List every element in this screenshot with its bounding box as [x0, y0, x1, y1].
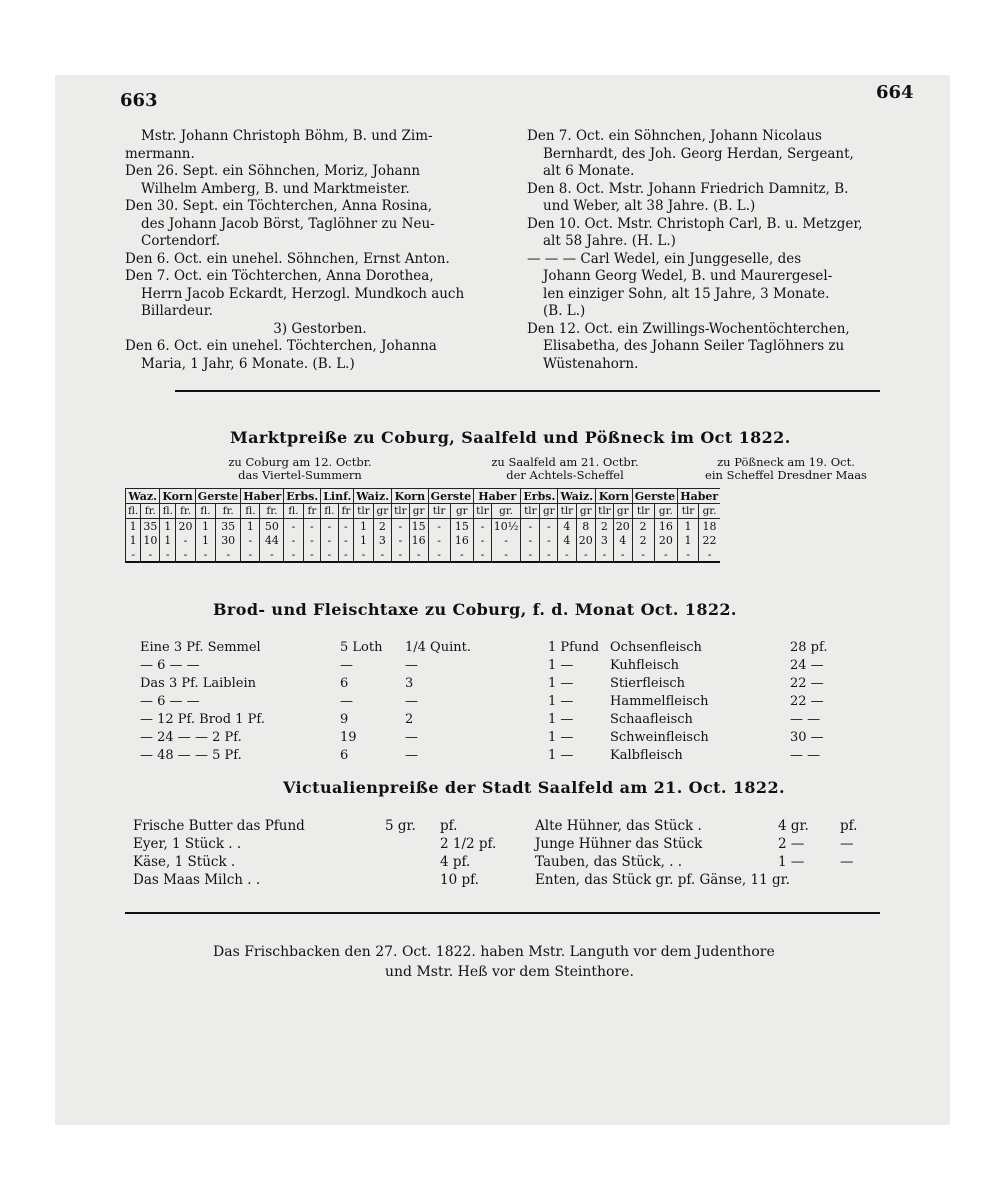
column-header: Korn [160, 489, 195, 504]
bread-cell: Das 3 Pf. Laiblein [140, 676, 256, 691]
price-cell: - [338, 547, 354, 562]
price-cell: 8 [576, 519, 596, 534]
text-line: mermann. [125, 145, 195, 162]
text-line: len einziger Sohn, alt 15 Jahre, 3 Monate. [543, 285, 830, 302]
price-cell: 44 [260, 533, 284, 547]
meat-cell: 1 — [548, 694, 574, 709]
price-cell: 15 [450, 519, 474, 534]
victual-cell: Eyer, 1 Stück . . [133, 836, 242, 852]
footer-line-2: und Mstr. Heß vor dem Steinthore. [385, 964, 634, 980]
price-cell: - [392, 547, 410, 562]
price-cell: - [321, 519, 338, 534]
price-cell: - [392, 519, 410, 534]
column-header: Gerste [428, 489, 473, 504]
unit-cell: fl. [195, 504, 215, 519]
unit-cell: fl. [321, 504, 338, 519]
unit-cell: fr [303, 504, 321, 519]
price-cell: 1 [241, 519, 260, 534]
price-cell: - [126, 547, 141, 562]
column-header: Waiz. [558, 489, 596, 504]
unit-cell: gr. [491, 504, 521, 519]
unit-cell: tlr [428, 504, 450, 519]
victual-cell: Alte Hühner, das Stück . [535, 818, 702, 834]
price-cell: - [303, 519, 321, 534]
page-number-left: 663 [120, 90, 158, 111]
price-cell: - [428, 533, 450, 547]
price-cell: - [521, 519, 540, 534]
unit-cell: gr. [698, 504, 720, 519]
unit-cell: fl. [126, 504, 141, 519]
price-cell: 15 [409, 519, 428, 534]
market-title: Marktpreiße zu Coburg, Saalfeld und Pößneck im Oct 1822. [230, 428, 791, 447]
bread-cell: 2 [405, 712, 414, 727]
text-line: Den 26. Sept. ein Söhnchen, Moriz, Johann [125, 163, 421, 179]
bread-cell: 1/4 Quint. [405, 640, 471, 655]
unit-cell: tlr [558, 504, 576, 519]
unit-cell: tlr [596, 504, 614, 519]
victual-cell: Tauben, das Stück, . . [535, 854, 683, 870]
price-cell: - [521, 533, 540, 547]
meat-cell: Kalbfleisch [610, 748, 683, 763]
price-cell: 1 [195, 533, 215, 547]
price-cell: - [321, 547, 338, 562]
price-cell: 20 [654, 533, 678, 547]
unit-cell: tlr [354, 504, 373, 519]
column-header: Erbs. [521, 489, 558, 504]
price-cell: 20 [613, 519, 632, 534]
group-line: zu Saalfeld am 21. Octbr. [491, 455, 639, 469]
price-cell: - [654, 547, 678, 562]
price-cell: - [284, 547, 303, 562]
footer-rule [125, 912, 880, 914]
meat-cell: 1 — [548, 676, 574, 691]
meat-cell: Kuhfleisch [610, 658, 680, 673]
bread-cell: — [405, 694, 418, 709]
price-cell: 10 [141, 533, 160, 547]
unit-cell: gr [576, 504, 596, 519]
victual-cell: Junge Hühner das Stück [535, 836, 703, 852]
text-line: Mstr. Johann Christoph Böhm, B. und Zim- [141, 128, 433, 144]
text-line: Johann Georg Wedel, B. und Maurergesel- [543, 268, 833, 284]
price-cell: - [373, 547, 391, 562]
unit-cell: tlr [521, 504, 540, 519]
price-cell: 4 [558, 533, 576, 547]
group-line: ein Scheffel Dresdner Maas [705, 468, 867, 482]
victual-cell: 10 pf. [440, 872, 479, 888]
price-cell: 30 [216, 533, 241, 547]
group-line: das Viertel-Summern [238, 468, 362, 482]
price-cell: - [521, 547, 540, 562]
bread-cell: — 48 — — 5 Pf. [140, 748, 242, 763]
text-line: Wüstenahorn. [543, 355, 639, 372]
text-line: Cortendorf. [141, 233, 221, 249]
price-cell: - [558, 547, 576, 562]
unit-cell: gr [373, 504, 391, 519]
unit-cell: fr [338, 504, 354, 519]
bread-cell: Eine 3 Pf. Semmel [140, 640, 261, 655]
price-cell: - [540, 519, 558, 534]
text-line: Elisabetha, des Johann Seiler Taglöhners zu [543, 338, 845, 354]
column-header: Erbs. [284, 489, 321, 504]
price-cell: - [428, 547, 450, 562]
price-cell: - [160, 547, 176, 562]
column-header: Korn [392, 489, 429, 504]
market-price-table [125, 488, 720, 563]
price-cell: 1 [160, 533, 176, 547]
price-cell: 20 [176, 519, 196, 534]
price-cell: - [260, 547, 284, 562]
victual-cell: 1 — [778, 854, 805, 870]
text-line: alt 58 Jahre. (H. L.) [543, 233, 676, 249]
text-line: Billardeur. [141, 303, 213, 319]
text-line: — — — Carl Wedel, ein Junggeselle, des [527, 250, 802, 267]
victual-cell: pf. [840, 818, 858, 834]
price-cell: - [428, 519, 450, 534]
price-cell: - [241, 547, 260, 562]
group-heading-poessneck [686, 456, 886, 482]
text-line: Den 6. Oct. ein unehel. Söhnchen, Ernst Anton. [125, 250, 450, 267]
column-header: Haber [678, 489, 721, 504]
text-line: (B. L.) [543, 303, 586, 319]
victual-cell: — [840, 854, 854, 870]
bread-cell: — [405, 730, 418, 745]
price-cell: 2 [632, 519, 654, 534]
unit-cell: tlr [678, 504, 699, 519]
unit-cell: fr. [216, 504, 241, 519]
meat-cell: 1 — [548, 748, 574, 763]
price-cell: - [303, 547, 321, 562]
bread-cell: — [405, 748, 418, 763]
price-cell: 1 [354, 519, 373, 534]
price-cell: - [474, 519, 492, 534]
bread-cell: — 24 — — 2 Pf. [140, 730, 242, 745]
price-cell: - [241, 533, 260, 547]
table-row [126, 547, 721, 562]
text-line: und Weber, alt 38 Jahre. (B. L.) [543, 198, 756, 214]
price-cell: 22 [698, 533, 720, 547]
page-number-right: 664 [876, 82, 914, 103]
column-header: Haber [474, 489, 521, 504]
unit-cell: fl. [160, 504, 176, 519]
price-cell: 16 [654, 519, 678, 534]
unit-cell: fl. [284, 504, 303, 519]
group-heading-coburg [160, 456, 440, 482]
text-line: 3) Gestorben. [273, 320, 367, 337]
price-cell: - [409, 547, 428, 562]
bread-cell: — [405, 658, 418, 673]
victual-cell: pf. [440, 818, 458, 834]
price-cell: 2 [632, 533, 654, 547]
meat-cell: Hammelfleisch [610, 694, 709, 709]
text-line: Den 6. Oct. ein unehel. Töchterchen, Johanna [125, 338, 437, 354]
meat-cell: 1 Pfund [548, 640, 600, 655]
meat-cell: 22 — [790, 676, 824, 691]
price-cell: - [540, 547, 558, 562]
price-cell: - [392, 533, 410, 547]
column-header: Haber [241, 489, 284, 504]
text-line: Wilhelm Amberg, B. und Marktmeister. [141, 180, 410, 197]
victual-cell: Enten, das Stück gr. pf. Gänse, 11 gr. [535, 872, 790, 888]
unit-cell: tlr [474, 504, 492, 519]
bread-cell: 6 [340, 748, 349, 763]
meat-cell: 1 — [548, 658, 574, 673]
meat-cell: Ochsenfleisch [610, 640, 702, 655]
price-cell: - [176, 533, 196, 547]
text-line: des Johann Jacob Börst, Taglöhner zu Neu- [141, 215, 435, 232]
price-cell: 35 [216, 519, 241, 534]
text-line: Maria, 1 Jahr, 6 Monate. (B. L.) [141, 355, 355, 372]
victual-cell: Das Maas Milch . . [133, 872, 261, 888]
bread-cell: — [340, 658, 353, 673]
price-cell: - [195, 547, 215, 562]
price-cell: 3 [373, 533, 391, 547]
price-cell: 16 [450, 533, 474, 547]
column-header: Korn [596, 489, 633, 504]
meat-cell: 1 — [548, 712, 574, 727]
column-header: Linf. [321, 489, 354, 504]
price-cell: - [540, 533, 558, 547]
victual-cell: 4 gr. [778, 818, 809, 834]
price-cell: - [303, 533, 321, 547]
taxe-title: Brod- und Fleischtaxe zu Coburg, f. d. Monat Oct. 1822. [213, 600, 737, 619]
price-cell: 1 [678, 533, 699, 547]
column-header: Gerste [632, 489, 677, 504]
section-rule [175, 390, 880, 392]
price-cell: 3 [596, 533, 614, 547]
column-header: Gerste [195, 489, 240, 504]
bread-cell: — 12 Pf. Brod 1 Pf. [140, 712, 265, 727]
footer-line-1: Das Frischbacken den 27. Oct. 1822. haben Mstr. Languth vor dem Judenthore [213, 944, 775, 960]
unit-cell: gr [450, 504, 474, 519]
meat-cell: 30 — [790, 730, 824, 745]
unit-cell: fr. [141, 504, 160, 519]
text-line: Herrn Jacob Eckardt, Herzogl. Mundkoch auch [141, 285, 465, 302]
price-cell: 1 [126, 533, 141, 547]
victual-cell: Frische Butter das Pfund [133, 818, 305, 834]
price-cell: - [613, 547, 632, 562]
price-cell: 10½ [491, 519, 521, 534]
victual-cell: Käse, 1 Stück . [133, 854, 236, 870]
text-line: alt 6 Monate. [543, 163, 635, 179]
price-cell: 1 [160, 519, 176, 534]
price-cell: 50 [260, 519, 284, 534]
price-cell: 4 [613, 533, 632, 547]
price-cell: 1 [354, 533, 373, 547]
price-cell: - [284, 519, 303, 534]
text-line: Bernhardt, des Joh. Georg Herdan, Sergeant, [543, 145, 854, 162]
price-cell: - [354, 547, 373, 562]
column-header: Waiz. [354, 489, 392, 504]
group-line: zu Pößneck am 19. Oct. [717, 455, 855, 469]
unit-cell: tlr [392, 504, 410, 519]
price-cell: - [596, 547, 614, 562]
unit-cell: fl. [241, 504, 260, 519]
bread-cell: 5 Loth [340, 640, 383, 655]
price-cell: 16 [409, 533, 428, 547]
text-line: Den 10. Oct. Mstr. Christoph Carl, B. u. Metzger, [527, 215, 863, 232]
price-cell: - [176, 547, 196, 562]
victualien-title: Victualienpreiße der Stadt Saalfeld am 21. Oct. 1822. [283, 778, 785, 797]
price-cell: - [216, 547, 241, 562]
meat-cell: 1 — [548, 730, 574, 745]
unit-cell: fr. [176, 504, 196, 519]
price-cell: 35 [141, 519, 160, 534]
right-column [527, 128, 922, 373]
price-cell: 1 [126, 519, 141, 534]
left-column [125, 128, 515, 373]
price-cell: - [576, 547, 596, 562]
price-cell: - [474, 533, 492, 547]
table-row [126, 533, 721, 547]
price-cell: 20 [576, 533, 596, 547]
unit-cell: gr [613, 504, 632, 519]
victual-cell: — [840, 836, 854, 852]
price-cell: - [678, 547, 699, 562]
meat-cell: 24 — [790, 658, 824, 673]
unit-cell: fr. [260, 504, 284, 519]
meat-cell: Stierfleisch [610, 676, 686, 691]
price-cell: 2 [373, 519, 391, 534]
meat-cell: Schaafleisch [610, 712, 693, 727]
unit-cell: tlr [632, 504, 654, 519]
text-line: Den 30. Sept. ein Töchterchen, Anna Rosina, [125, 198, 433, 214]
price-cell: - [474, 547, 492, 562]
price-cell: 1 [678, 519, 699, 534]
meat-cell: Schweinfleisch [610, 730, 709, 745]
meat-cell: 28 pf. [790, 640, 828, 655]
group-line: der Achtels-Scheffel [506, 468, 624, 482]
group-heading-saalfeld [445, 456, 685, 482]
price-cell: - [338, 519, 354, 534]
units-row [126, 504, 721, 519]
price-cell: - [338, 533, 354, 547]
table-row [126, 519, 721, 534]
text-line: Den 12. Oct. ein Zwillings-Wochentöchterchen, [527, 320, 850, 337]
price-cell: - [698, 547, 720, 562]
price-cell: 18 [698, 519, 720, 534]
price-cell: - [284, 533, 303, 547]
victual-cell: 2 — [778, 836, 805, 852]
victual-cell: 4 pf. [440, 854, 471, 870]
bread-cell: — 6 — — [140, 694, 200, 709]
table-header-row [126, 489, 721, 504]
price-cell: 1 [195, 519, 215, 534]
price-cell: - [141, 547, 160, 562]
text-line: Den 7. Oct. ein Töchterchen, Anna Dorothea, [125, 268, 434, 284]
price-cell: - [491, 533, 521, 547]
price-cell: 4 [558, 519, 576, 534]
bread-cell: 6 [340, 676, 349, 691]
price-cell: - [491, 547, 521, 562]
bread-cell: 3 [405, 676, 414, 691]
text-line: Den 7. Oct. ein Söhnchen, Johann Nicolaus [527, 128, 822, 144]
price-cell: - [321, 533, 338, 547]
price-cell: - [450, 547, 474, 562]
meat-cell: 22 — [790, 694, 824, 709]
bread-cell: — [340, 694, 353, 709]
price-cell: - [632, 547, 654, 562]
victual-cell: 5 gr. [385, 818, 416, 834]
unit-cell: gr [409, 504, 428, 519]
unit-cell: gr [540, 504, 558, 519]
bread-cell: 19 [340, 730, 357, 745]
price-cell: 2 [596, 519, 614, 534]
bread-cell: 9 [340, 712, 349, 727]
text-line: Den 8. Oct. Mstr. Johann Friedrich Damnitz, B. [527, 180, 849, 197]
meat-cell: — — [790, 712, 821, 727]
bread-cell: — 6 — — [140, 658, 200, 673]
victual-cell: 2 1/2 pf. [440, 836, 497, 852]
unit-cell: gr. [654, 504, 678, 519]
group-line: zu Coburg am 12. Octbr. [228, 455, 372, 469]
meat-cell: — — [790, 748, 821, 763]
column-header: Waz. [126, 489, 160, 504]
